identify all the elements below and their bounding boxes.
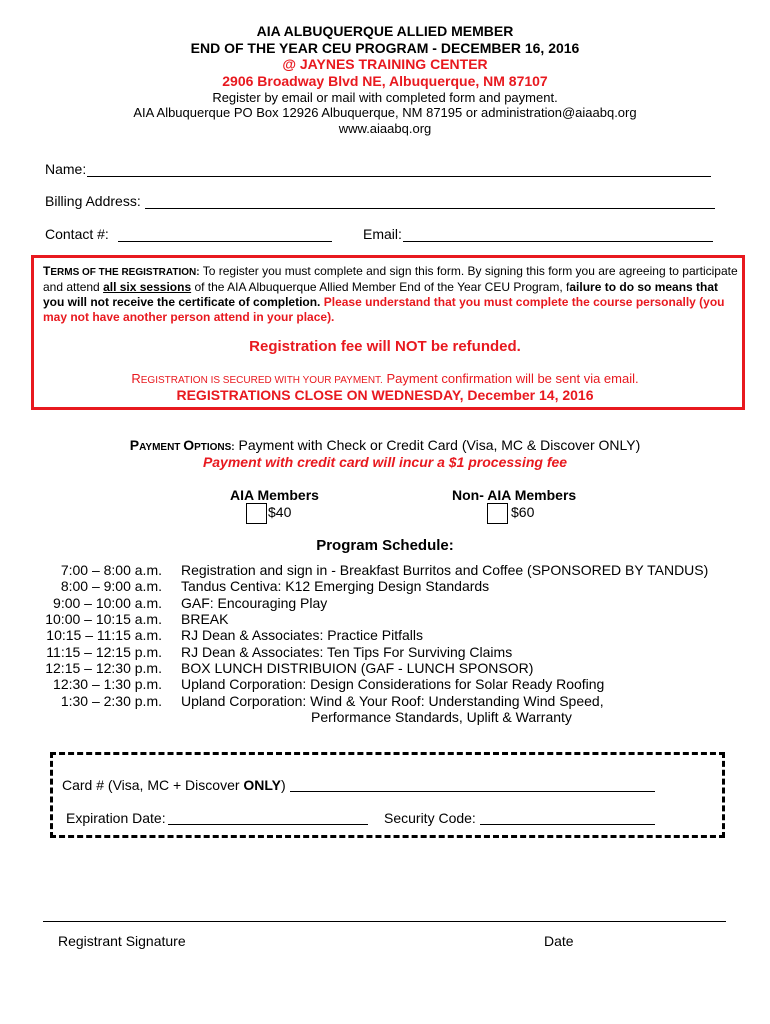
terms-label: ERMS OF THE REGISTRATION: <box>50 267 200 278</box>
non-aia-members-price: $60 <box>511 504 535 520</box>
aia-members-checkbox[interactable] <box>246 503 267 524</box>
aia-members-price: $40 <box>268 504 292 520</box>
card-only-emphasis: ONLY <box>243 777 282 793</box>
register-instructions: Register by email or mail with completed form and payment. <box>212 90 558 105</box>
security-code-label: Security Code: <box>384 810 476 826</box>
security-code-field[interactable] <box>480 824 655 825</box>
payment-label-ptions: PTIONS: <box>194 442 235 453</box>
schedule-description: GAF: Encouraging Play <box>181 595 328 611</box>
registration-close: REGISTRATIONS CLOSE ON WEDNESDAY, December 14, 2016 <box>176 387 594 403</box>
schedule-time: 11:15 – 12:15 p.m. <box>46 644 162 660</box>
payment-text: Payment with Check or Credit Card (Visa, MC & Discover ONLY) <box>234 437 641 453</box>
schedule-description: Upland Corporation: Wind & Your Roof: Understanding Wind Speed, <box>181 693 604 709</box>
terms-intro: To register you must complete and sign this form. By signing this form you are agreeing to participate and attend <box>43 264 738 294</box>
card-label-close: ) <box>281 777 286 793</box>
name-field[interactable] <box>87 176 711 177</box>
venue-address: 2906 Broadway Blvd NE, Albuquerque, NM 87107 <box>222 73 548 89</box>
schedule-description: BOX LUNCH DISTRIBUION (GAF - LUNCH SPONSOR) <box>181 660 534 676</box>
signature-line[interactable] <box>43 921 726 922</box>
payment-options <box>0 437 770 453</box>
six-sessions-emphasis: all six sessions <box>103 280 192 294</box>
schedule-description-continued: Performance Standards, Uplift & Warranty <box>311 709 572 725</box>
event-subtitle: END OF THE YEAR CEU PROGRAM - DECEMBER 16, 2016 <box>190 40 580 56</box>
schedule-description: RJ Dean & Associates: Practice Pitfalls <box>181 627 423 643</box>
failure-warning: ailure to do so means that you will not receive the certificate of completion. <box>43 280 719 309</box>
processing-fee: Payment with credit card will incur a $1 processing fee <box>202 454 568 470</box>
secured-initial: R <box>131 371 141 386</box>
refund-notice: Registration fee will NOT be refunded. <box>249 338 521 355</box>
confirmation-text: Payment confirmation will be sent via email. <box>382 371 639 386</box>
non-aia-members-checkbox[interactable] <box>487 503 508 524</box>
expiration-field[interactable] <box>168 824 368 825</box>
schedule-time: 10:00 – 10:15 a.m. <box>45 611 162 627</box>
expiration-label: Expiration Date: <box>66 810 166 826</box>
schedule-title: Program Schedule: <box>316 537 454 554</box>
schedule-time: 10:15 – 11:15 a.m. <box>46 627 162 643</box>
mailing-address: AIA Albuquerque PO Box 12926 Albuquerque, NM 87195 or administration@aiaabq.org <box>133 105 637 120</box>
date-label: Date <box>544 933 574 949</box>
registrant-signature-label: Registrant Signature <box>58 933 186 949</box>
card-number-label <box>62 777 286 793</box>
payment-label-p: P <box>129 437 140 453</box>
schedule-description: Upland Corporation: Design Considerations for Solar Ready Roofing <box>181 676 605 692</box>
payment-label-o: O <box>183 437 195 453</box>
venue-name: @ JAYNES TRAINING CENTER <box>282 56 488 72</box>
payment-label-ayment: AYMENT <box>139 442 184 453</box>
schedule-description: RJ Dean & Associates: Ten Tips For Surviving Claims <box>181 644 513 660</box>
schedule-time: 12:15 – 12:30 p.m. <box>45 660 162 676</box>
billing-address-label: Billing Address: <box>45 193 141 209</box>
event-title: AIA ALBUQUERQUE ALLIED MEMBER <box>256 23 514 39</box>
secured-label: EGISTRATION IS SECURED WITH YOUR PAYMENT. <box>140 375 383 386</box>
aia-members-label: AIA Members <box>230 487 319 503</box>
secured-notice <box>0 371 770 386</box>
schedule-time: 7:00 – 8:00 a.m. <box>60 562 162 578</box>
schedule-description: Tandus Centiva: K12 Emerging Design Standards <box>181 578 490 594</box>
email-field[interactable] <box>403 241 713 242</box>
attend-personally-warning: Please understand that you must complete the course personally (you may not have another person attend in your place). <box>43 295 725 324</box>
contact-field[interactable] <box>118 241 332 242</box>
card-label-text: Card # (Visa, MC + Discover <box>62 777 244 793</box>
name-label: Name: <box>45 161 87 177</box>
schedule-time: 9:00 – 10:00 a.m. <box>53 595 162 611</box>
card-number-field[interactable] <box>290 791 655 792</box>
terms-program: of the AIA Albuquerque Allied Member End of the Year CEU Program, f <box>191 280 570 294</box>
billing-address-field[interactable] <box>145 208 715 209</box>
schedule-description: BREAK <box>181 611 229 627</box>
schedule-description: Registration and sign in - Breakfast Burritos and Coffee (SPONSORED BY TANDUS) <box>181 562 709 578</box>
email-label: Email: <box>363 226 402 242</box>
schedule-time: 8:00 – 9:00 a.m. <box>60 578 162 594</box>
terms-text <box>43 264 738 325</box>
schedule-time: 1:30 – 2:30 p.m. <box>60 693 162 709</box>
schedule-time: 12:30 – 1:30 p.m. <box>53 676 162 692</box>
contact-label: Contact #: <box>45 226 109 242</box>
non-aia-members-label: Non- AIA Members <box>452 487 577 503</box>
terms-label-initial: T <box>43 264 51 278</box>
website: www.aiaabq.org <box>338 121 432 136</box>
